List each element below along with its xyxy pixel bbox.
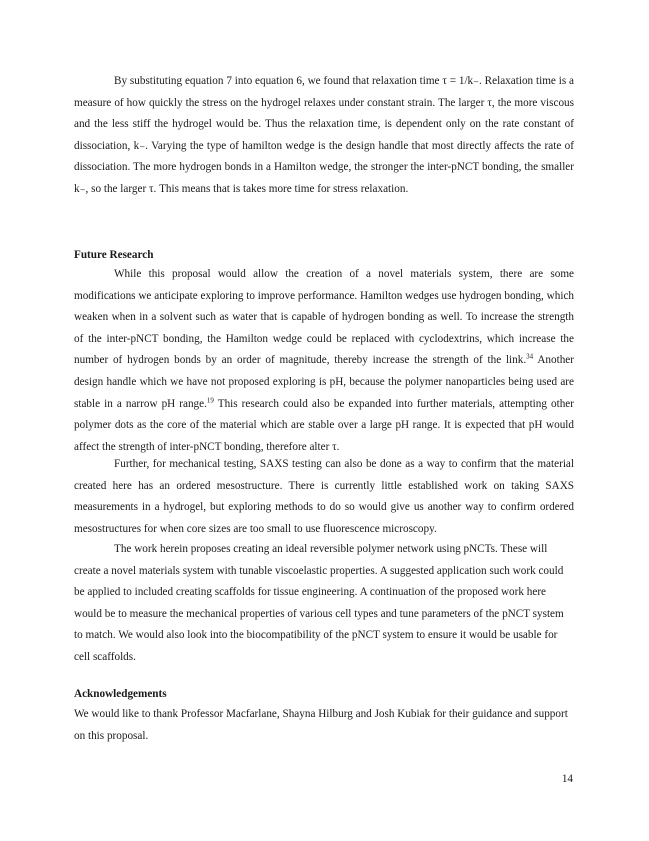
- future-research-paragraph-1-part-a: While this proposal would allow the creation of a novel materials system, there are some modifications we anticipate exploring to improve performance. Hamilton wedges use hydrogen bonding, which weaken when in a solvent such as water that is capable of hydrogen bonding as well. To increase the strength of the inter-pNCT bonding, the Hamilton wedge could be replaced with cyclodextrins, which increase the number of hydrogen bonds by an order of magnitude, thereby increase the strength of the link.: [74, 268, 574, 367]
- future-research-paragraph-3: The work herein proposes creating an ideal reversible polymer network using pNCTs. These will create a novel materials system with tunable viscoelastic properties. A suggested application such work could be applied to included creating scaffolds for tissue engineering. A continuation of the proposed work here would be to measure the mechanical properties of various cell types and tune parameters of the pNCT system to match. We would also look into the biocompatibility of the pNCT system to ensure it would be usable for cell scaffolds.: [74, 543, 564, 663]
- future-research-paragraph-1-part-c: This research could also be expanded into further materials, attempting other polymer dots as the core of the material which are stable over a large pH range. It is expected that pH would affect the strength of inter-pNCT bonding, therefore alter τ.: [74, 397, 574, 453]
- future-research-paragraph-1-part-b: Another design handle which we have not proposed exploring is pH, because the polymer nanoparticles being used are stable in a narrow pH range.: [74, 354, 574, 410]
- future-research-paragraph-2: Further, for mechanical testing, SAXS testing can also be done as a way to confirm that the material created here has an ordered mesostructure. There is currently little established work on taking SAXS measurements in a hydrogel, but exploring methods to do so would give us another way to confirm ordered mesostructures for when core sizes are too small to use fluorescence microscopy.: [74, 458, 574, 535]
- future-research-paragraph-1: [74, 264, 574, 458]
- acknowledgements-text: We would like to thank Professor Macfarlane, Shayna Hilburg and Josh Kubiak for their guidance and support on this proposal.: [74, 708, 568, 742]
- future-research-heading: Future Research: [74, 249, 154, 261]
- citation-19: 19: [206, 395, 214, 404]
- citation-34: 34: [526, 352, 534, 361]
- relaxation-time-paragraph: By substituting equation 7 into equation 6, we found that relaxation time τ = 1/k₋. Relaxation time is a measure of how quickly the stress on the hydrogel relaxes under constant strain. The larger τ, the more viscous and the less stiff the hydrogel would be. Thus the relaxation time, is dependent only on the rate constant of dissociation, k₋. Varying the type of hamilton wedge is the design handle that most directly affects the rate of dissociation. The more hydrogen bonds in a Hamilton wedge, the stronger the inter-pNCT bonding, the smaller k₋, so the larger τ. This means that is takes more time for stress relaxation.: [74, 75, 574, 195]
- acknowledgements-heading: Acknowledgements: [74, 688, 167, 700]
- page-number: 14: [561, 773, 573, 785]
